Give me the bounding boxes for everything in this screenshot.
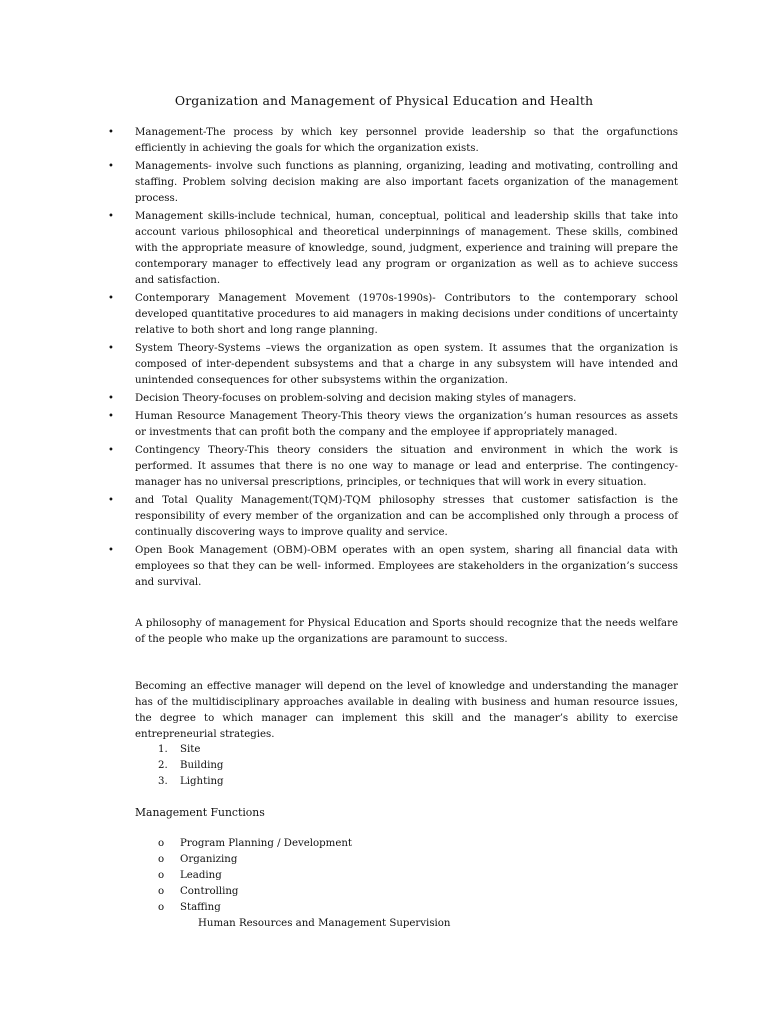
list-item [158, 868, 352, 884]
circle-bullet-icon: o [158, 902, 165, 913]
item-text: Lighting [180, 776, 224, 787]
item-text: Leading [180, 870, 222, 881]
circle-bullet-icon: o [158, 838, 165, 849]
bullet-text: Contemporary Management Movement (1970s-1990s)- Contributors to the contemporary school developed quantitative procedures to aid managers in making decisions under conditions of uncertainty relative to both short and long range planning. [135, 293, 678, 336]
bullet-text: Open Book Management (OBM)-OBM operates with an open system, sharing all financial data with employees so that they can be well- informed. Employees are stakeholders in the organization’s success and survival. [135, 545, 678, 588]
list-item [108, 409, 678, 441]
bullet-text: Decision Theory-focuses on problem-solving and decision making styles of managers. [135, 393, 577, 404]
list-item [158, 742, 224, 758]
list-item [108, 341, 678, 389]
item-text: Staffing [180, 902, 221, 913]
list-item [108, 543, 678, 591]
list-item [108, 291, 678, 339]
bullet-text: System Theory-Systems –views the organization as open system. It assumes that the organization is composed of inter-dependent subsystems and that a charge in any subsystem will have intended and unintended consequences for other subsystems within the organization. [135, 343, 678, 386]
bullet-text: Managements- involve such functions as planning, organizing, leading and motivating, controlling and staffing. Problem solving decision making are also important facets organization of the management process. [135, 161, 678, 204]
list-item [158, 852, 352, 868]
circle-bullet-icon: o [158, 854, 165, 865]
section-heading: Management Functions [135, 806, 265, 819]
bullet-text: Contingency Theory-This theory considers the situation and environment in which the work is performed. It assumes that there is no one way to manage or lead and enterprise. The contingency-manager has no universal prescriptions, principles, or techniques that will work in every situation. [135, 445, 678, 488]
list-item [108, 125, 678, 157]
item-text: Program Planning / Development [180, 838, 353, 849]
list-item [108, 443, 678, 491]
item-number: 3. [158, 776, 168, 787]
functions-list [158, 836, 352, 916]
item-text: Building [180, 760, 224, 771]
bullet-icon: • [108, 545, 114, 556]
effective-manager-paragraph: Becoming an effective manager will depend on the level of knowledge and understanding the manager has of the multidisciplinary approaches available in dealing with business and human resource issues, the degree to which manager can implement this skill and the manager’s ability to exercise entrepreneurial strategies. [135, 681, 678, 740]
list-item [158, 884, 352, 900]
staffing-subnote: Human Resources and Management Supervision [198, 918, 451, 929]
list-item [108, 159, 678, 207]
bullet-icon: • [108, 211, 114, 222]
item-text: Controlling [180, 886, 239, 897]
bullet-text: and Total Quality Management(TQM)-TQM philosophy stresses that customer satisfaction is the responsibility of every member of the organization and can be accomplished only through a process of continually discovering ways to improve quality and service. [135, 495, 678, 538]
list-item [108, 209, 678, 289]
list-item [108, 391, 678, 407]
bullet-text: Human Resource Management Theory-This theory views the organization’s human resources as assets or investments that can profit both the company and the employee if appropriately managed. [135, 411, 678, 438]
item-number: 2. [158, 760, 168, 771]
list-item [108, 493, 678, 541]
bullet-icon: • [108, 445, 114, 456]
bullet-icon: • [108, 293, 114, 304]
bullet-icon: • [108, 393, 114, 404]
bullet-icon: • [108, 411, 114, 422]
item-text: Organizing [180, 854, 238, 865]
circle-bullet-icon: o [158, 870, 165, 881]
item-text: Site [180, 744, 201, 755]
bullet-icon: • [108, 127, 114, 138]
list-item [158, 758, 224, 774]
list-item [158, 900, 352, 916]
list-item [158, 836, 352, 852]
philosophy-paragraph: A philosophy of management for Physical Education and Sports should recognize that the needs welfare of the people who make up the organizations are paramount to success. [135, 618, 678, 645]
list-item [158, 774, 224, 790]
bullet-icon: • [108, 495, 114, 506]
bullet-icon: • [108, 343, 114, 354]
bullet-text: Management skills-include technical, human, conceptual, political and leadership skills that take into account various philosophical and theoretical underpinnings of management. These skills, combined with the appropriate measure of knowledge, sound, judgment, experience and training will prepare the contemporary manager to effectively lead any program or organization as well as to achieve success and satisfaction. [135, 211, 678, 286]
circle-bullet-icon: o [158, 886, 165, 897]
bullet-text: Management-The process by which key personnel provide leadership so that the orgafunctions efficiently in achieving the goals for which the organization exists. [135, 127, 678, 154]
document-title: Organization and Management of Physical Education and Health [174, 93, 594, 108]
item-number: 1. [158, 744, 168, 755]
bullet-list [108, 125, 678, 593]
bullet-icon: • [108, 161, 114, 172]
numbered-list [158, 742, 224, 790]
